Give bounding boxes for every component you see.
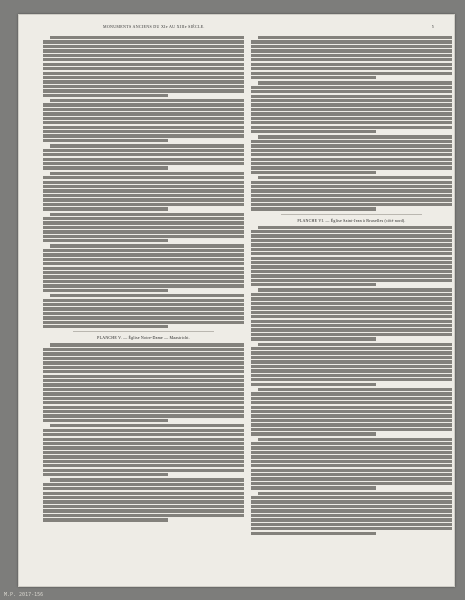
text-line bbox=[43, 392, 244, 395]
text-line bbox=[43, 130, 244, 133]
text-line bbox=[43, 401, 244, 404]
text-paragraph bbox=[43, 424, 244, 476]
text-line bbox=[43, 518, 168, 521]
text-line bbox=[43, 262, 244, 265]
text-line bbox=[251, 482, 452, 485]
text-line bbox=[251, 527, 452, 530]
text-line bbox=[43, 307, 244, 310]
text-line bbox=[43, 312, 244, 315]
book-page bbox=[18, 14, 455, 587]
text-line bbox=[43, 121, 244, 124]
text-line bbox=[251, 477, 452, 480]
text-line bbox=[251, 369, 452, 372]
text-line bbox=[251, 257, 452, 260]
text-line bbox=[251, 58, 452, 61]
text-line bbox=[251, 166, 452, 169]
text-line bbox=[251, 234, 452, 237]
text-line bbox=[251, 311, 452, 314]
text-line bbox=[251, 496, 452, 499]
text-paragraph bbox=[251, 388, 452, 436]
text-line bbox=[43, 496, 244, 499]
text-line bbox=[43, 316, 244, 319]
text-line bbox=[43, 185, 244, 188]
text-line bbox=[251, 500, 452, 503]
text-line bbox=[50, 213, 244, 216]
text-paragraph bbox=[251, 226, 452, 287]
text-paragraph bbox=[251, 81, 452, 133]
text-paragraph bbox=[251, 492, 452, 535]
text-line bbox=[43, 198, 244, 201]
text-line bbox=[43, 194, 244, 197]
text-line bbox=[43, 54, 244, 57]
text-paragraph bbox=[43, 244, 244, 292]
text-line bbox=[43, 249, 244, 252]
text-line bbox=[43, 473, 168, 476]
text-line bbox=[251, 162, 452, 165]
text-line bbox=[43, 514, 244, 517]
text-line bbox=[251, 423, 452, 426]
text-line bbox=[43, 352, 244, 355]
text-line bbox=[251, 410, 452, 413]
text-line bbox=[251, 392, 452, 395]
text-line bbox=[251, 432, 376, 435]
text-line bbox=[43, 492, 244, 495]
text-line bbox=[251, 351, 452, 354]
text-line bbox=[43, 162, 244, 165]
text-line bbox=[251, 414, 452, 417]
page-number: 5 bbox=[431, 24, 434, 29]
text-line bbox=[43, 361, 244, 364]
text-line bbox=[50, 172, 244, 175]
text-line bbox=[43, 500, 244, 503]
text-line bbox=[251, 40, 452, 43]
text-line bbox=[43, 370, 244, 373]
text-line bbox=[43, 226, 244, 229]
text-line bbox=[43, 253, 244, 256]
text-line bbox=[258, 343, 452, 346]
text-line bbox=[251, 189, 452, 192]
text-line bbox=[251, 365, 452, 368]
text-line bbox=[251, 347, 452, 350]
text-line bbox=[50, 343, 244, 346]
text-line bbox=[43, 275, 244, 278]
text-line bbox=[43, 89, 244, 92]
text-line bbox=[251, 270, 452, 273]
text-paragraph bbox=[43, 144, 244, 169]
text-line bbox=[251, 356, 452, 359]
text-line bbox=[43, 299, 244, 302]
text-line bbox=[251, 337, 376, 340]
text-line bbox=[251, 117, 452, 120]
text-line bbox=[251, 523, 452, 526]
text-line bbox=[251, 446, 452, 449]
text-line bbox=[251, 261, 452, 264]
text-line bbox=[43, 235, 244, 238]
archive-stamp: M.P. 2017-156 bbox=[4, 592, 44, 598]
text-line bbox=[251, 469, 452, 472]
text-line bbox=[50, 294, 244, 297]
text-line bbox=[43, 406, 244, 409]
text-line bbox=[43, 483, 244, 486]
text-line bbox=[43, 149, 244, 152]
text-line bbox=[43, 80, 244, 83]
text-line bbox=[258, 438, 452, 441]
text-line bbox=[43, 348, 244, 351]
text-line bbox=[43, 366, 244, 369]
text-line bbox=[43, 419, 168, 422]
text-line bbox=[43, 230, 244, 233]
text-line bbox=[251, 248, 452, 251]
text-line bbox=[251, 360, 452, 363]
text-line bbox=[43, 455, 244, 458]
text-line bbox=[43, 239, 168, 242]
text-line bbox=[43, 72, 244, 75]
section-divider bbox=[281, 214, 422, 215]
text-line bbox=[43, 464, 244, 467]
text-line bbox=[43, 221, 244, 224]
text-line bbox=[251, 185, 452, 188]
text-line bbox=[43, 103, 244, 106]
text-line bbox=[251, 243, 452, 246]
section-heading: PLANCHE V. — Église Notre-Dame — Maastricht. bbox=[97, 335, 190, 341]
text-line bbox=[43, 505, 244, 508]
running-title: MONUMENTS ANCIENS DU XIe AU XIIIe SIÈCLE. bbox=[103, 24, 205, 29]
text-paragraph bbox=[43, 213, 244, 243]
text-line bbox=[251, 99, 452, 102]
text-paragraph bbox=[251, 288, 452, 340]
text-line bbox=[251, 207, 376, 210]
text-line bbox=[251, 198, 452, 201]
text-line bbox=[258, 492, 452, 495]
text-line bbox=[50, 478, 244, 481]
text-line bbox=[251, 315, 452, 318]
text-line bbox=[43, 487, 244, 490]
text-line bbox=[43, 469, 244, 472]
text-line bbox=[251, 76, 376, 79]
text-line bbox=[251, 63, 452, 66]
text-line bbox=[43, 509, 244, 512]
text-line bbox=[43, 158, 244, 161]
text-paragraph bbox=[251, 343, 452, 386]
text-line bbox=[43, 181, 244, 184]
text-line bbox=[251, 103, 452, 106]
text-line bbox=[251, 252, 452, 255]
text-paragraph bbox=[251, 438, 452, 490]
text-line bbox=[251, 419, 452, 422]
text-line bbox=[251, 54, 452, 57]
text-paragraph bbox=[251, 135, 452, 174]
text-line bbox=[251, 451, 452, 454]
text-line bbox=[251, 203, 452, 206]
text-line bbox=[251, 279, 452, 282]
text-line bbox=[43, 460, 244, 463]
text-line bbox=[43, 217, 244, 220]
text-line bbox=[43, 267, 244, 270]
text-line bbox=[251, 230, 452, 233]
text-line bbox=[43, 139, 168, 142]
text-line bbox=[43, 357, 244, 360]
text-line bbox=[251, 486, 376, 489]
text-line bbox=[251, 140, 452, 143]
text-line bbox=[251, 149, 452, 152]
text-line bbox=[43, 446, 244, 449]
text-line bbox=[43, 63, 244, 66]
text-line bbox=[251, 306, 452, 309]
text-line bbox=[251, 274, 452, 277]
text-line bbox=[258, 288, 452, 291]
page-header bbox=[43, 24, 434, 34]
text-line bbox=[43, 410, 244, 413]
text-line bbox=[43, 383, 244, 386]
text-line bbox=[258, 388, 452, 391]
text-line bbox=[43, 289, 168, 292]
text-line bbox=[251, 158, 452, 161]
text-line bbox=[50, 244, 244, 247]
text-line bbox=[251, 144, 452, 147]
text-line bbox=[258, 226, 452, 229]
text-paragraph bbox=[43, 343, 244, 422]
text-line bbox=[251, 121, 452, 124]
text-line bbox=[251, 397, 452, 400]
text-line bbox=[251, 49, 452, 52]
text-line bbox=[251, 320, 452, 323]
text-paragraph bbox=[43, 478, 244, 521]
section-heading: PLANCHE VI. — Église Saint-Jean à Bruxelles (côté nord). bbox=[297, 217, 406, 223]
text-line bbox=[43, 375, 244, 378]
text-line bbox=[258, 36, 452, 39]
text-line bbox=[43, 442, 244, 445]
text-line bbox=[43, 176, 244, 179]
text-paragraph bbox=[251, 176, 452, 210]
text-line bbox=[251, 126, 452, 129]
text-line bbox=[251, 383, 376, 386]
text-line bbox=[251, 171, 376, 174]
text-paragraph bbox=[43, 172, 244, 211]
text-line bbox=[251, 428, 452, 431]
text-line bbox=[50, 99, 244, 102]
text-line bbox=[251, 153, 452, 156]
text-line bbox=[251, 509, 452, 512]
text-line bbox=[43, 207, 168, 210]
text-line bbox=[43, 126, 244, 129]
text-line bbox=[43, 40, 244, 43]
text-line bbox=[251, 328, 452, 331]
text-line bbox=[251, 374, 452, 377]
text-line bbox=[43, 451, 244, 454]
text-line bbox=[43, 379, 244, 382]
text-line bbox=[258, 135, 452, 138]
text-line bbox=[251, 455, 452, 458]
text-line bbox=[43, 414, 244, 417]
text-paragraph bbox=[251, 36, 452, 79]
text-line bbox=[43, 67, 244, 70]
text-line bbox=[251, 72, 452, 75]
text-line bbox=[43, 325, 168, 328]
text-line bbox=[43, 134, 244, 137]
text-line bbox=[43, 321, 244, 324]
text-line bbox=[43, 94, 168, 97]
text-line bbox=[251, 401, 452, 404]
text-line bbox=[43, 280, 244, 283]
text-line bbox=[43, 45, 244, 48]
text-line bbox=[251, 473, 452, 476]
text-line bbox=[43, 153, 244, 156]
text-line bbox=[251, 505, 452, 508]
text-line bbox=[43, 388, 244, 391]
text-line bbox=[43, 58, 244, 61]
text-line bbox=[43, 433, 244, 436]
text-line bbox=[43, 271, 244, 274]
text-line bbox=[251, 378, 452, 381]
text-line bbox=[43, 117, 244, 120]
text-line bbox=[251, 460, 452, 463]
text-line bbox=[251, 45, 452, 48]
text-line bbox=[251, 194, 452, 197]
text-line bbox=[43, 49, 244, 52]
text-line bbox=[251, 406, 452, 409]
text-line bbox=[251, 302, 452, 305]
text-line bbox=[251, 95, 452, 98]
text-line bbox=[43, 112, 244, 115]
text-line bbox=[251, 86, 452, 89]
text-line bbox=[251, 112, 452, 115]
text-line bbox=[43, 303, 244, 306]
text-line bbox=[251, 518, 452, 521]
text-line bbox=[50, 144, 244, 147]
text-line bbox=[251, 333, 452, 336]
text-line bbox=[43, 189, 244, 192]
text-line bbox=[258, 81, 452, 84]
text-line bbox=[251, 514, 452, 517]
left-column bbox=[43, 36, 244, 576]
text-line bbox=[251, 442, 452, 445]
text-line bbox=[251, 108, 452, 111]
text-line bbox=[43, 438, 244, 441]
text-line bbox=[43, 258, 244, 261]
text-line bbox=[43, 166, 168, 169]
text-line bbox=[251, 297, 452, 300]
text-line bbox=[251, 67, 452, 70]
text-line bbox=[258, 176, 452, 179]
text-paragraph bbox=[43, 99, 244, 142]
text-line bbox=[251, 239, 452, 242]
text-line bbox=[251, 464, 452, 467]
text-paragraph bbox=[43, 36, 244, 97]
text-line bbox=[251, 532, 376, 535]
text-line bbox=[43, 284, 244, 287]
text-line bbox=[251, 181, 452, 184]
text-paragraph bbox=[43, 294, 244, 328]
text-line bbox=[50, 424, 244, 427]
text-line bbox=[43, 429, 244, 432]
text-line bbox=[251, 324, 452, 327]
section-divider bbox=[73, 331, 214, 332]
text-line bbox=[43, 203, 244, 206]
text-line bbox=[43, 108, 244, 111]
text-line bbox=[251, 130, 376, 133]
text-line bbox=[251, 265, 452, 268]
text-line bbox=[43, 85, 244, 88]
text-line bbox=[251, 283, 376, 286]
text-line bbox=[43, 397, 244, 400]
text-line bbox=[43, 76, 244, 79]
right-column bbox=[251, 36, 452, 576]
text-line bbox=[251, 293, 452, 296]
text-line bbox=[251, 90, 452, 93]
text-line bbox=[50, 36, 244, 39]
